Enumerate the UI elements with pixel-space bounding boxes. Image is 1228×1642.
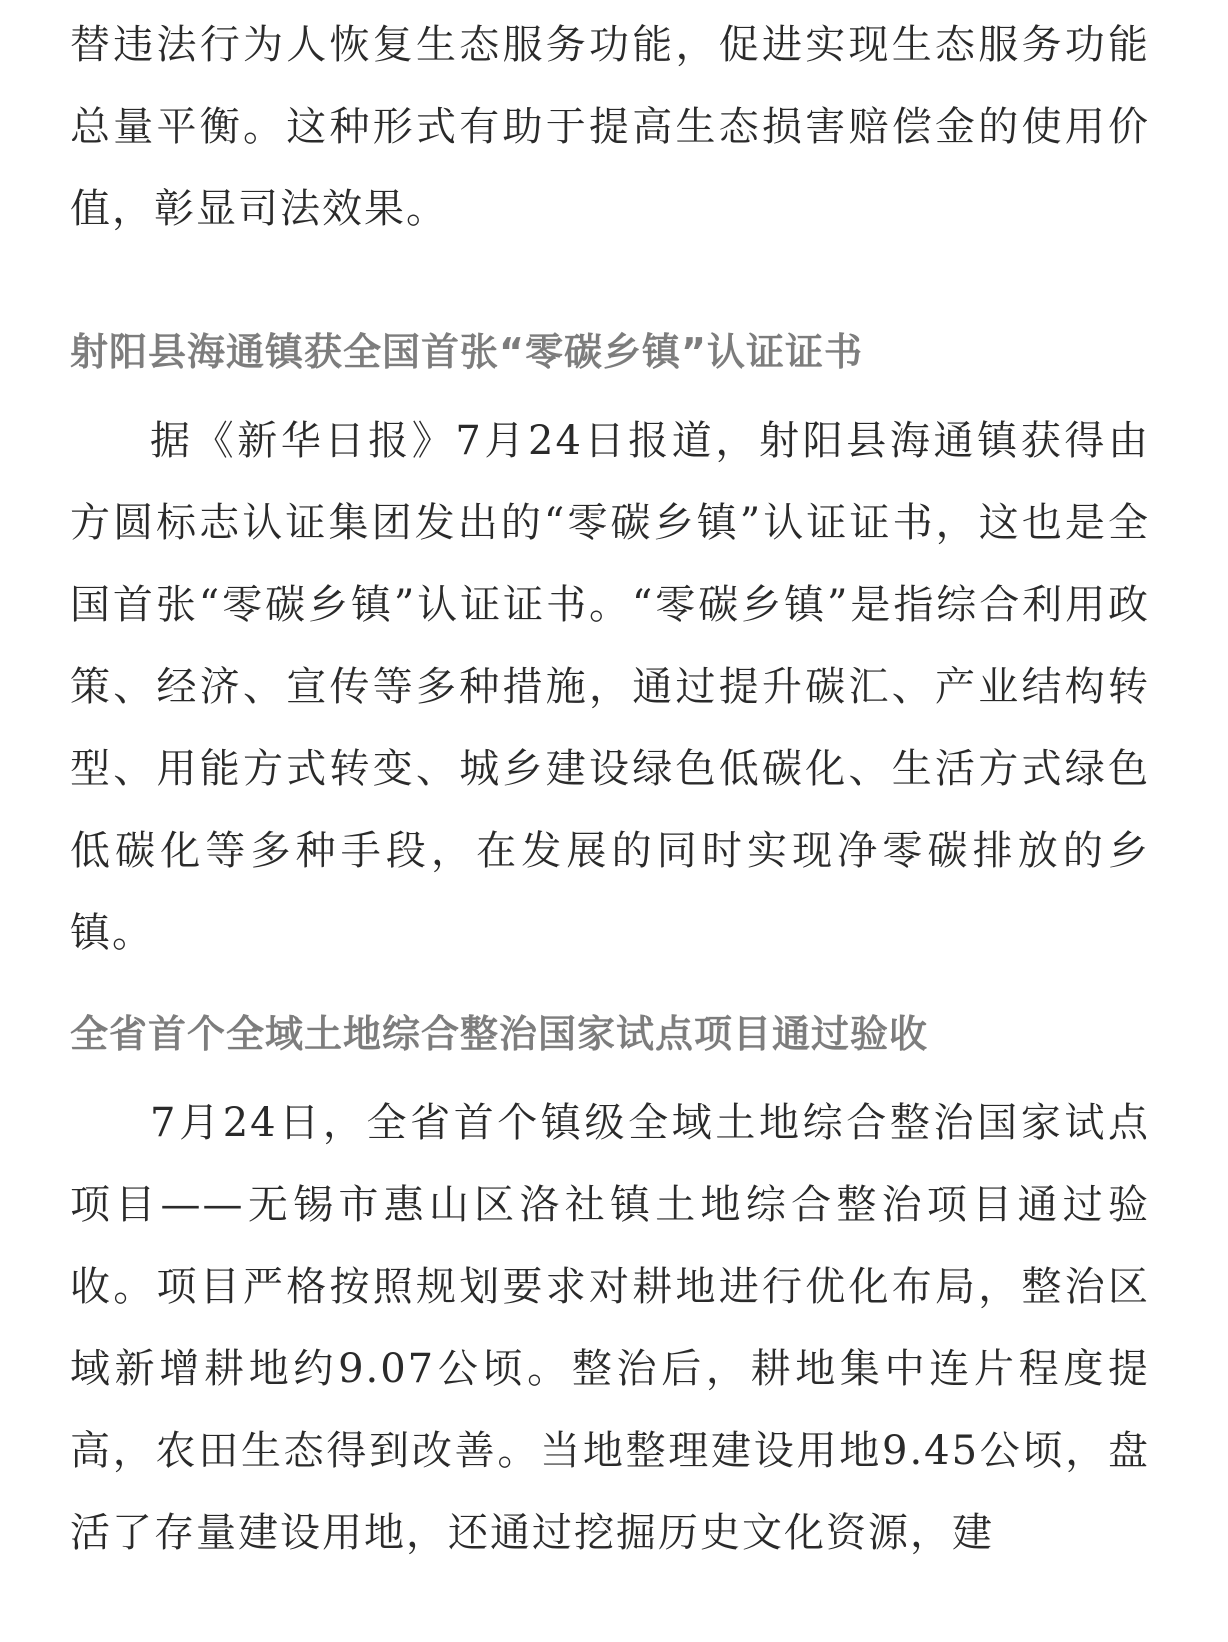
section-heading-zero-carbon-town: 射阳县海通镇获全国首张“零碳乡镇”认证证书: [70, 330, 863, 374]
section-body-land-consolidation: 7月24日，全省首个镇级全域土地综合整治国家试点项目——无锡市惠山区洛社镇土地综合整治项目通过验收。项目严格按照规划要求对耕地进行优化布局，整治区域新增耕地约9.07公顷。整治后，耕地集中连片程度提高，农田生态得到改善。当地整理建设用地9.45公顷，盘活了存量建设用地，还通过挖掘历史文化资源，建: [70, 1100, 1150, 1556]
section-heading-land-consolidation: 全省首个全域土地综合整治国家试点项目通过验收: [70, 1012, 929, 1056]
section-body-zero-carbon-town: 据《新华日报》7月24日报道，射阳县海通镇获得由方圆标志认证集团发出的“零碳乡镇”认证证书，这也是全国首张“零碳乡镇”认证证书。“零碳乡镇”是指综合利用政策、经济、宣传等多种措施，通过提升碳汇、产业结构转型、用能方式转变、城乡建设绿色低碳化、生活方式绿色低碳化等多种手段，在发展的同时实现净零碳排放的乡镇。: [70, 418, 1150, 956]
continued-paragraph: 替违法行为人恢复生态服务功能，促进实现生态服务功能总量平衡。这种形式有助于提高生态损害赔偿金的使用价值，彰显司法效果。: [70, 22, 1150, 232]
